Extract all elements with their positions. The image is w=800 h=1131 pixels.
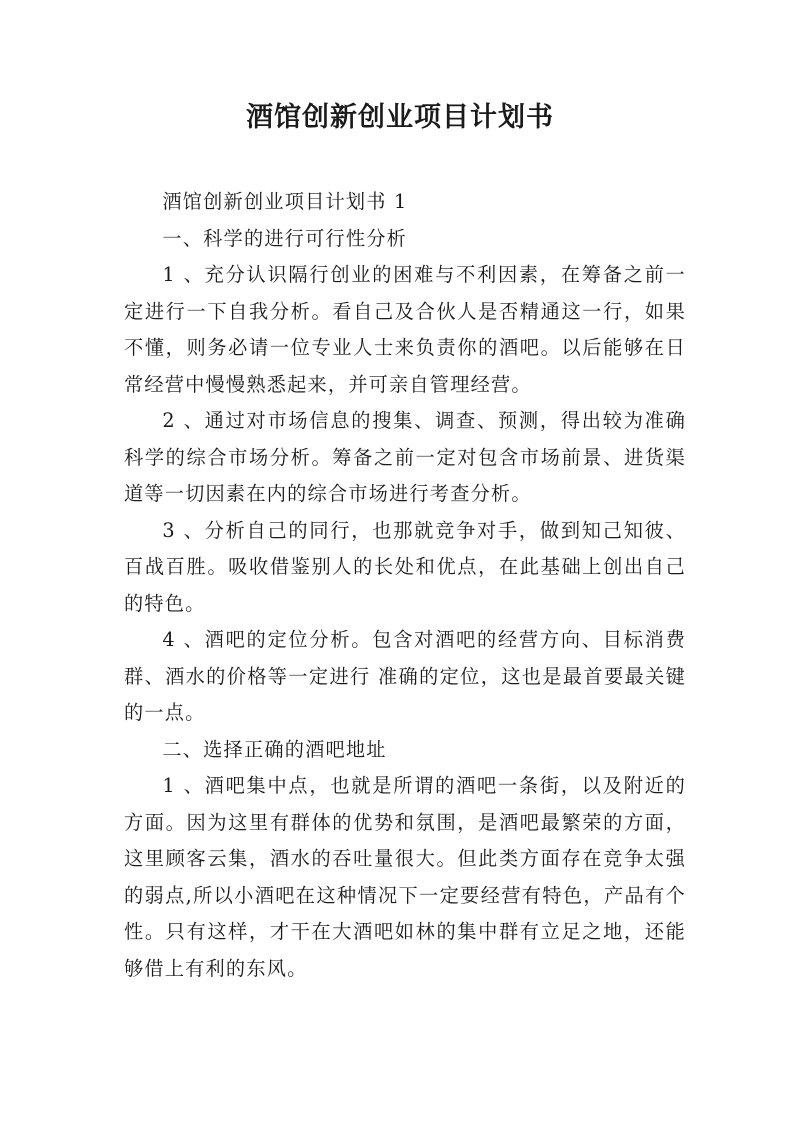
section-heading-feasibility: 一、科学的进行可行性分析 bbox=[162, 226, 408, 250]
document-title: 酒馆创新创业项目计划书 bbox=[246, 102, 554, 133]
paragraph-positioning: 4 、酒吧的定位分析。包含对酒吧的经营方向、目标消费群、酒水的价格等一定进行 准确的定位，这也是最首要最关键的一点。 bbox=[124, 628, 686, 724]
section-heading-location: 二、选择正确的酒吧地址 bbox=[162, 737, 387, 761]
paragraph-market-analysis: 2 、通过对市场信息的搜集、调查、预测，得出较为准确科学的综合市场分析。筹备之前一定对包含市场前景、进货渠道等一切因素在内的综合市场进行考查分析。 bbox=[124, 409, 686, 505]
document-body bbox=[124, 184, 686, 987]
paragraph-self-analysis: 1 、充分认识隔行创业的困难与不利因素，在筹备之前一定进行一下自我分析。看自己及合伙人是否精通这一行，如果不懂，则务必请一位专业人士来负责你的酒吧。以后能够在日常经营中慢慢熟悉起来，并可亲自管理经营。 bbox=[124, 263, 686, 396]
section-heading-plan-1: 酒馆创新创业项目计划书 1 bbox=[162, 190, 408, 213]
paragraph-competitor-analysis: 3 、分析自己的同行，也那就竞争对手，做到知己知彼、百战百胜。吸收借鉴别人的长处和优点，在此基础上创出自己的特色。 bbox=[124, 518, 686, 615]
paragraph-bar-street: 1 、酒吧集中点，也就是所谓的酒吧一条街，以及附近的方面。因为这里有群体的优势和氛围，是酒吧最繁荣的方面，这里顾客云集，酒水的吞吐量很大。但此类方面存在竞争太强的弱点,所以小酒吧在这种情况下一定要经营有特色，产品有个性。只有这样，才干在大酒吧如林的集中群有立足之地，还能够借上有利的东风。 bbox=[124, 774, 686, 980]
